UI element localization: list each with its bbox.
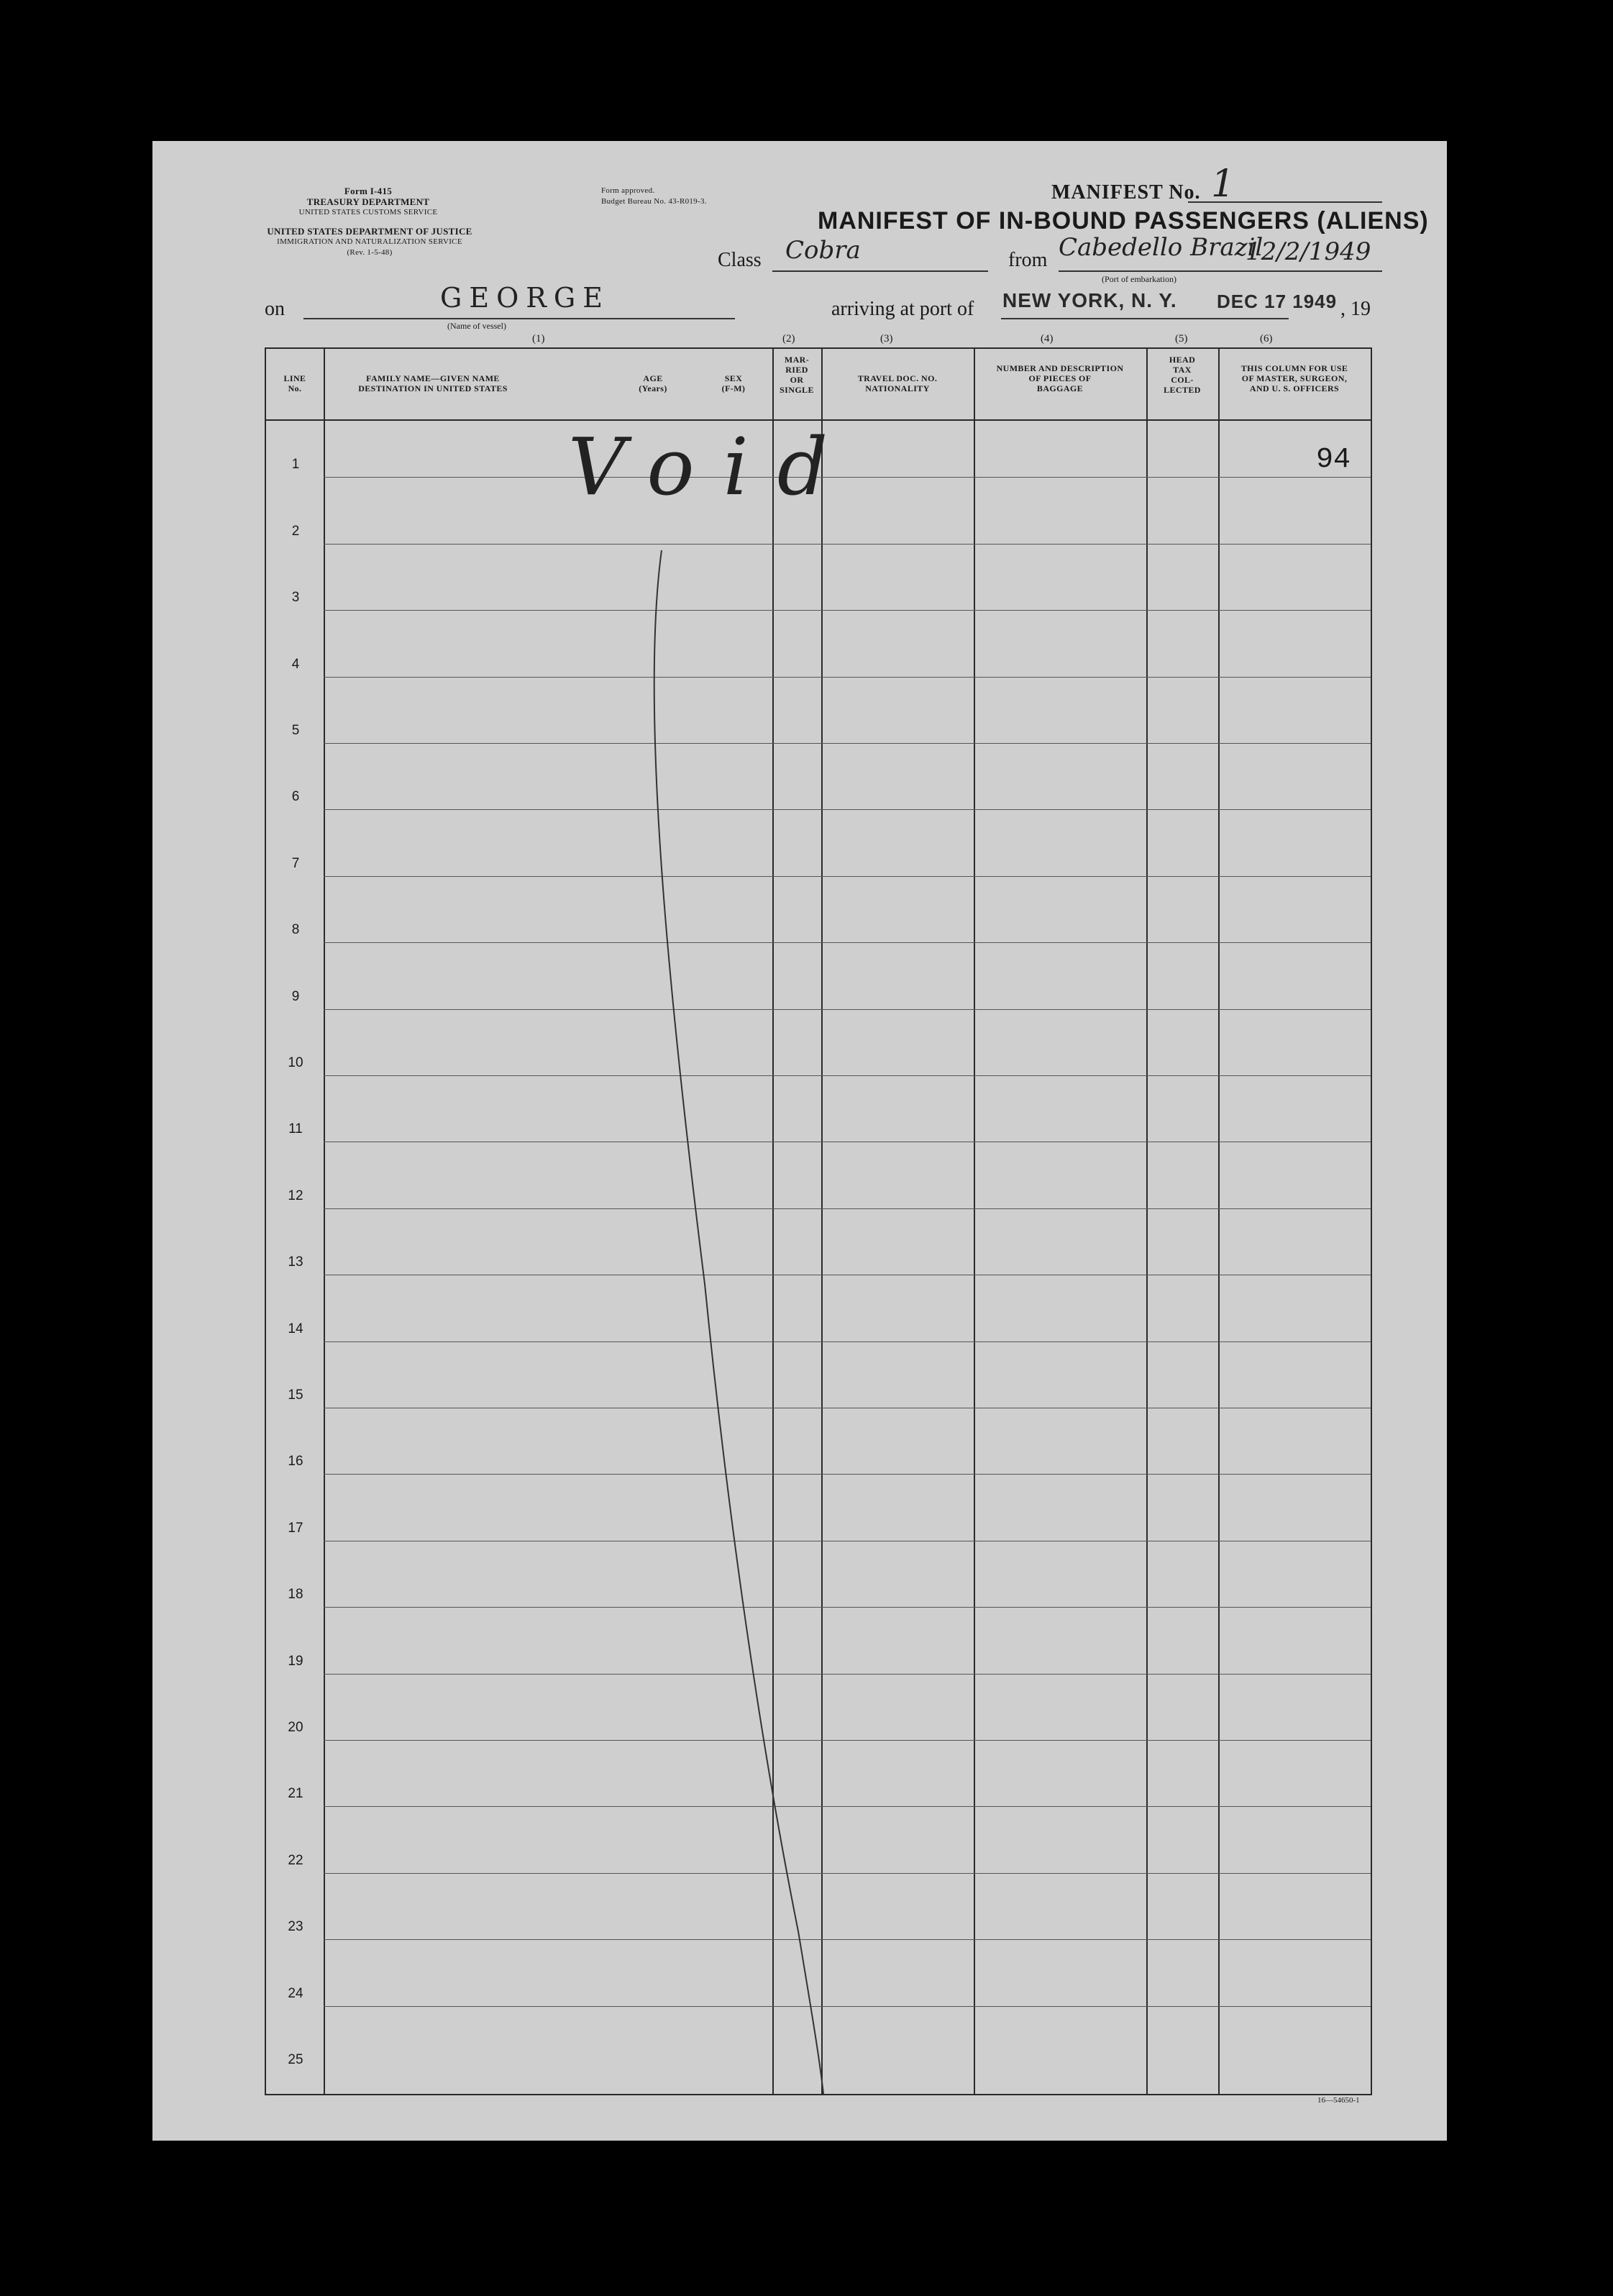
- table-row: [324, 677, 1371, 678]
- form-approved: Form approved.: [601, 186, 655, 195]
- table-row: [324, 1806, 1371, 1807]
- line-number: 18: [288, 1587, 303, 1603]
- treasury-block: [296, 186, 440, 218]
- column-number-2: (2): [782, 333, 795, 345]
- ins-service: IMMIGRATION AND NATURALIZATION SERVICE: [277, 237, 462, 246]
- line-number: 22: [288, 1852, 303, 1868]
- table-row: [324, 1208, 1371, 1209]
- table-row: [324, 809, 1371, 810]
- line-number: 13: [288, 1254, 303, 1270]
- line-number: 21: [288, 1786, 303, 1802]
- header-name: FAMILY NAME—GIVEN NAME DESTINATION IN UNITED STATES: [358, 373, 508, 393]
- header-officers: THIS COLUMN FOR USE OF MASTER, SURGEON, AND U. S. OFFICERS: [1240, 363, 1348, 393]
- line-number: 8: [291, 922, 300, 938]
- from-line: [1059, 270, 1382, 272]
- table-row: [324, 1674, 1371, 1675]
- table-row: [324, 1939, 1371, 1940]
- table-row: [324, 743, 1371, 744]
- port-line: [1001, 318, 1289, 319]
- class-value: Cobra: [785, 236, 861, 265]
- class-line: [772, 270, 988, 272]
- line-number: 15: [288, 1388, 303, 1403]
- void-mark: Void: [568, 421, 857, 513]
- line-number: 2: [291, 523, 300, 539]
- header-baggage: NUMBER AND DESCRIPTION OF PIECES OF BAGGAGE: [996, 363, 1124, 393]
- from-value: Cabedello Brazil: [1059, 233, 1264, 262]
- justice-block: [262, 226, 477, 258]
- on-label: on: [265, 298, 285, 320]
- column-number-5: (5): [1175, 333, 1188, 345]
- officer-number: 94: [1316, 444, 1351, 476]
- revision-date: (Rev. 1-5-48): [347, 248, 393, 257]
- line-number: 20: [288, 1720, 303, 1735]
- table-row: [324, 1740, 1371, 1741]
- line-number: 12: [288, 1188, 303, 1203]
- table-row: [324, 1873, 1371, 1874]
- manifest-no-label: MANIFEST No.: [1051, 181, 1201, 204]
- line-number: 5: [291, 723, 300, 738]
- page-title: MANIFEST OF IN-BOUND PASSENGERS (ALIENS): [818, 207, 1429, 234]
- vessel-name: GEORGE: [440, 282, 610, 314]
- vessel-caption: (Name of vessel): [447, 321, 506, 331]
- line-number: 6: [291, 789, 300, 805]
- column-number-1: (1): [532, 333, 545, 345]
- column-number-4: (4): [1041, 333, 1054, 345]
- table-row: [324, 1474, 1371, 1475]
- line-number: 17: [288, 1520, 303, 1536]
- line-number: 4: [291, 656, 300, 672]
- column-number-3: (3): [880, 333, 893, 345]
- vessel-line: [303, 318, 735, 319]
- column-number-6: (6): [1260, 333, 1273, 345]
- from-label: from: [1008, 249, 1048, 271]
- line-number: 10: [288, 1055, 303, 1070]
- line-number: 16: [288, 1454, 303, 1470]
- table-row: [324, 876, 1371, 877]
- budget-bureau: Budget Bureau No. 43-R019-3.: [601, 197, 707, 206]
- line-number: 24: [288, 1985, 303, 2001]
- header-age: AGE (Years): [639, 373, 667, 393]
- justice-department: UNITED STATES DEPARTMENT OF JUSTICE: [267, 226, 472, 237]
- manifest-page: [152, 141, 1447, 2141]
- port-stamp: NEW YORK, N. Y.: [1002, 289, 1177, 311]
- line-number: 19: [288, 1653, 303, 1669]
- approval-block: [601, 186, 803, 207]
- line-number: 25: [288, 2052, 303, 2067]
- manifest-no-value: 1: [1211, 163, 1235, 206]
- line-number: 9: [291, 988, 300, 1004]
- line-number: 23: [288, 1919, 303, 1935]
- table-row: [324, 1075, 1371, 1076]
- treasury-department: TREASURY DEPARTMENT: [306, 196, 430, 207]
- year-label: , 19: [1340, 298, 1371, 320]
- line-number: 11: [288, 1121, 303, 1137]
- table-row: [324, 942, 1371, 943]
- customs-service: UNITED STATES CUSTOMS SERVICE: [298, 208, 438, 217]
- port-embarkation-caption: (Port of embarkation): [1102, 274, 1176, 284]
- arriving-label: arriving at port of: [831, 298, 974, 320]
- header-line-no: LINE No.: [283, 373, 306, 393]
- arrival-date-stamp: DEC 17 1949: [1217, 291, 1338, 312]
- form-code: 16—54650-1: [1317, 2096, 1360, 2105]
- table-row: [324, 610, 1371, 611]
- table-row: [324, 544, 1371, 545]
- class-label: Class: [718, 249, 762, 271]
- header-travel-doc: TRAVEL DOC. NO. NATIONALITY: [857, 373, 938, 393]
- line-number: 7: [291, 855, 300, 871]
- departure-date: 12/2/1949: [1246, 237, 1371, 266]
- passenger-table: [265, 347, 1372, 2095]
- line-number: 14: [288, 1321, 303, 1336]
- header-sex: SEX (F-M): [721, 373, 746, 393]
- table-row: [324, 1009, 1371, 1010]
- line-number: 1: [291, 457, 300, 473]
- header-married: MAR- RIED OR SINGLE: [780, 355, 814, 395]
- header-head-tax: HEAD TAX COL- LECTED: [1164, 355, 1201, 395]
- table-row: [324, 1341, 1371, 1342]
- table-row: [324, 1607, 1371, 1608]
- table-row: [324, 2006, 1371, 2007]
- form-number: Form I-415: [344, 186, 393, 196]
- line-number: 3: [291, 590, 300, 606]
